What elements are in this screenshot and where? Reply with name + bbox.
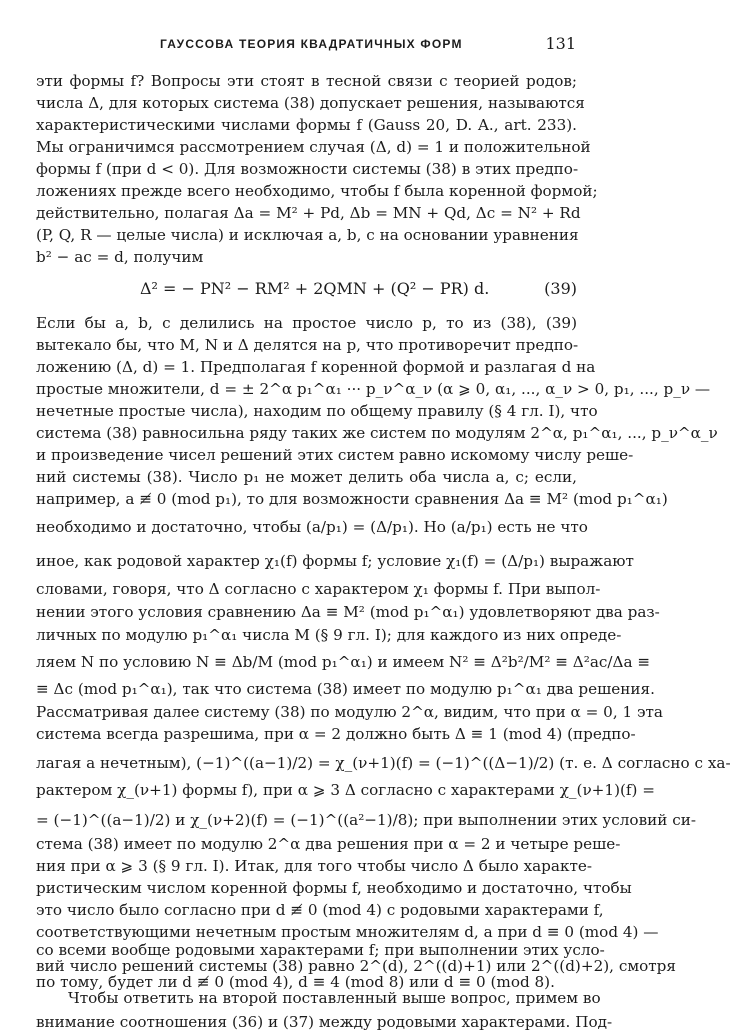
text-line: по тому, будет ли d ≢ 0 (mod 4), d ≡ 4 (mod 8) или d ≡ 0 (mod 8). <box>36 973 555 991</box>
text-line: = (−1)^((a−1)/2) и χ_(ν+2)(f) = (−1)^((a²−1)/8); при выполнении этих условий си- <box>36 811 696 829</box>
text-line: это число было согласно при d ≢ 0 (mod 4) с родовыми характерами f, <box>36 901 604 919</box>
text-line: система всегда разрешима, при α = 2 должно быть Δ ≡ 1 (mod 4) (предпо- <box>36 725 636 743</box>
text-line: ния при α ⩾ 3 (§ 9 гл. I). Итак, для того чтобы число Δ было характе- <box>36 857 592 875</box>
text-line: соответствующими нечетным простым множителям d, а при d ≡ 0 (mod 4) — <box>36 923 659 941</box>
text-line-paragraph-start: Чтобы ответить на второй поставленный выше вопрос, примем во <box>68 989 601 1007</box>
text-line: лагая a нечетным), (−1)^((a−1)/2) = χ_(ν+1)(f) = (−1)^((Δ−1)/2) (т. е. Δ согласно с ха- <box>36 754 731 772</box>
text-line: нении этого условия сравнению Δa ≡ M² (mod p₁^α₁) удовлетворяют два раз- <box>36 603 660 621</box>
text-line: ристическим числом коренной формы f, необходимо и достаточно, чтобы <box>36 879 632 897</box>
page-number: 131 <box>545 34 576 53</box>
text-line: Мы ограничимся рассмотрением случая (Δ, d) = 1 и положительной <box>36 138 591 156</box>
text-line: система (38) равносильна ряду таких же систем по модулям 2^α, p₁^α₁, ..., p_ν^α_ν <box>36 424 718 442</box>
text-line: например, a ≢ 0 (mod p₁), то для возможности сравнения Δa ≡ M² (mod p₁^α₁) <box>36 490 668 508</box>
text-line: со всеми вообще родовыми характерами f; при выполнении этих усло- <box>36 941 605 959</box>
text-line: вытекало бы, что M, N и Δ делятся на p, что противоречит предпо- <box>36 336 579 354</box>
equation-number: (39) <box>544 279 577 298</box>
equation-body: Δ² = − PN² − RM² + 2QMN + (Q² − PR) d. <box>140 279 490 298</box>
text-line: числа Δ, для которых система (38) допускает решения, называются <box>36 94 585 112</box>
text-line: стема (38) имеет по модулю 2^α два решения при α = 2 и четыре реше- <box>36 835 621 853</box>
text-line: ≡ Δc (mod p₁^α₁), так что система (38) имеет по модулю p₁^α₁ два решения. <box>36 680 655 698</box>
text-line: необходимо и достаточно, чтобы (a/p₁) = (Δ/p₁). Но (a/p₁) есть не что <box>36 518 588 536</box>
text-line: простые множители, d = ± 2^α p₁^α₁ ··· p_ν^α_ν (α ⩾ 0, α₁, ..., α_ν > 0, p₁, ..., p_ν — <box>36 380 711 398</box>
text-line: (P, Q, R — целые числа) и исключая a, b, c на основании уравнения <box>36 226 579 244</box>
text-line: иное, как родовой характер χ₁(f) формы f; условие χ₁(f) = (Δ/p₁) выражают <box>36 552 634 570</box>
text-line: личных по модулю p₁^α₁ числа M (§ 9 гл. I); для каждого из них опреде- <box>36 626 622 644</box>
text-line: b² − ac = d, получим <box>36 248 204 266</box>
equation-39 <box>36 279 577 301</box>
text-line: действительно, полагая Δa = M² + Pd, Δb = MN + Qd, Δc = N² + Rd <box>36 204 581 222</box>
running-head: ГАУССОВА ТЕОРИЯ КВАДРАТИЧНЫХ ФОРМ <box>160 37 463 51</box>
text-line: рактером χ_(ν+1) формы f), при α ⩾ 3 Δ согласно с характерами χ_(ν+1)(f) = <box>36 781 656 799</box>
text-line: эти формы f? Вопросы эти стоят в тесной связи с теорией родов; <box>36 72 577 90</box>
text-line: ний системы (38). Число p₁ не может делить оба числа a, c; если, <box>36 468 577 486</box>
page-header <box>0 34 616 58</box>
text-line: и произведение чисел решений этих систем равно искомому числу реше- <box>36 446 634 464</box>
text-line: ложению (Δ, d) = 1. Предполагая f коренной формой и разлагая d на <box>36 358 596 376</box>
text-line: Рассматривая далее систему (38) по модулю 2^α, видим, что при α = 0, 1 эта <box>36 703 663 721</box>
text-line: нечетные простые числа), находим по общему правилу (§ 4 гл. I), что <box>36 402 598 420</box>
text-line: внимание соотношения (36) и (37) между родовыми характерами. Под- <box>36 1013 613 1031</box>
text-line: ложениях прежде всего необходимо, чтобы f была коренной формой; <box>36 182 598 200</box>
text-line: ляем N по условию N ≡ Δb/M (mod p₁^α₁) и имеем N² ≡ Δ²b²/M² ≡ Δ²ac/Δa ≡ <box>36 653 651 671</box>
text-line: формы f (при d < 0). Для возможности системы (38) в этих предпо- <box>36 160 579 178</box>
text-line: Если бы a, b, c делились на простое число p, то из (38), (39) <box>36 314 577 332</box>
text-line: характеристическими числами формы f (Gauss 20, D. A., art. 233). <box>36 116 577 134</box>
text-line: вий число решений системы (38) равно 2^(d), 2^((d)+1) или 2^((d)+2), смотря <box>36 957 676 975</box>
text-line: словами, говоря, что Δ согласно с характером χ₁ формы f. При выпол- <box>36 580 601 598</box>
